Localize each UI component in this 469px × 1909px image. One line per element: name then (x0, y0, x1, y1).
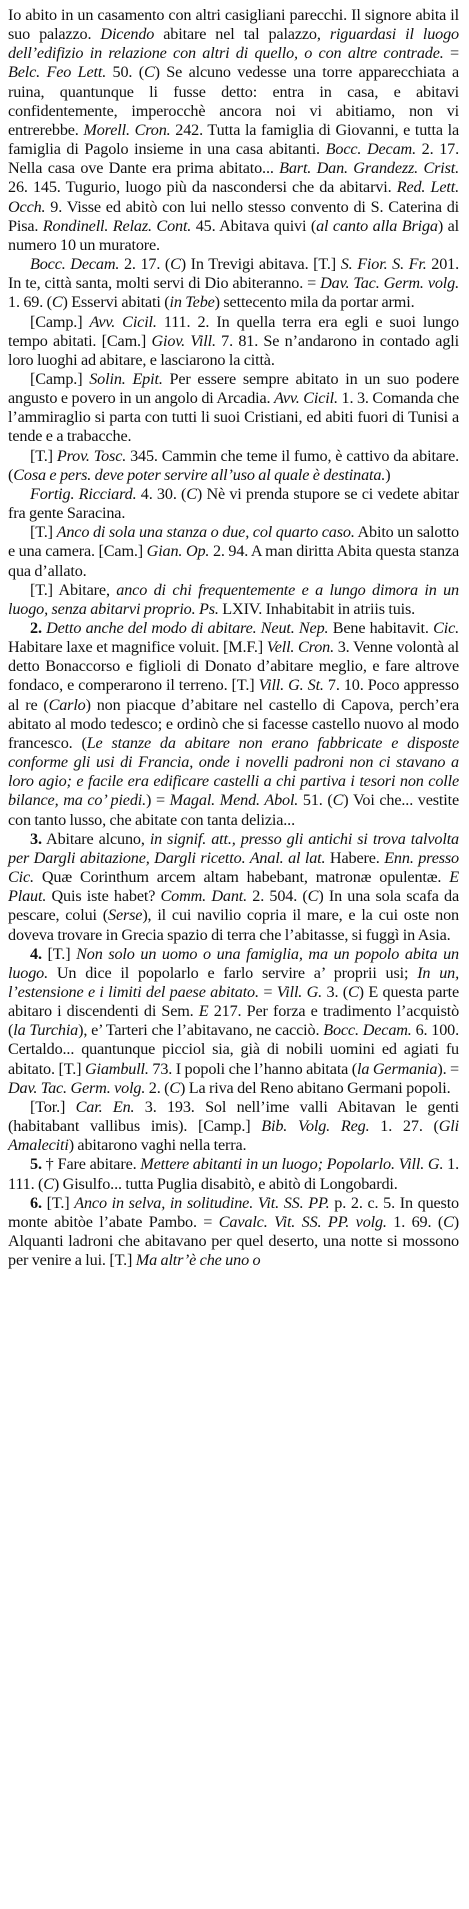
dictionary-entry-text (8, 6, 459, 1270)
entry-paragraph: 4. [T.] Non solo un uomo o una famiglia, ma un popolo abita un luogo. Un dice il popolarlo e farlo servire a’ proprii usi; In un, l’estensione e i limiti del paese abitato. = Vill. G. 3. (C) E questa parte abitaro i discendenti di Sem. E 217. Per forza e tradimento l’acquistò (la Turchia), e’ Tarteri che l’abitavano, ne cacciò. Bocc. Decam. 6. 100. Certaldo... quantunque picciol sia, già di nobili uomini ed agiati fu abitato. [T.] Giambull. 73. I popoli che l’hanno abitata (la Germania). = Dav. Tac. Germ. volg. 2. (C) La riva del Reno abitano Germani popoli. (8, 944, 460, 1097)
entry-paragraph: [T.] Anco di sola una stanza o due, col quarto caso. Abito un salotto e una camera. [Cam.] Gian. Op. 2. 94. A man diritta Abita questa stanza qua d’allato. (8, 523, 459, 580)
entry-paragraph: 6. [T.] Anco in selva, in solitudine. Vit. SS. PP. p. 2. c. 5. In questo monte abitòe l’abate Pambo. = Cavalc. Vit. SS. PP. volg. 1. 69. (C) Alquanti ladroni che abitavano per quel deserto, una notte si mossono per venire a lui. [T.] Ma altr’è che uno o (8, 1193, 460, 1270)
entry-paragraph: [Camp.] Avv. Cicil. 111. 2. In quella terra era egli e suoi lungo tempo abitati. [Cam.] Giov. Vill. 7. 81. Se n’andarono in contado agli loro luoghi ad abitare, e lasciarono la città. (8, 312, 459, 369)
entry-paragraph: [T.] Abitare, anco di chi frequentemente e a lungo dimora in un luogo, senza abitarvi proprio. Ps. LXIV. Inhabitabit in atriis tuis. (8, 580, 459, 618)
entry-paragraph: [Camp.] Solin. Epit. Per essere sempre abitato in un suo podere angusto e povero in un angolo di Arcadia. Avv. Cicil. 1. 3. Comanda che l’ammiraglio si parta con tutti li suoi Cristiani, ed abiti fuori di Tunisi a tende e a trabacche. (8, 369, 459, 446)
entry-paragraph: [Tor.] Car. En. 3. 193. Sol nell’ime valli Abitavan le genti (habitabant vallibus imis). [Camp.] Bib. Volg. Reg. 1. 27. (Gli Amaleciti) abitarono vaghi nella terra. (8, 1097, 460, 1155)
entry-paragraph: Bocc. Decam. 2. 17. (C) In Trevigi abitava. [T.] S. Fior. S. Fr. 201. In te, città santa, molti servi di Dio abiteranno. = Dav. Tac. Germ. volg. 1. 69. (C) Esservi abitati (in Tebe) settecento mila da portar armi. (8, 255, 459, 312)
entry-paragraph: 3. Abitare alcuno, in signif. att., presso gli antichi si trova talvolta per Dargli abitazione, Dargli ricetto. Anal. al lat. Habere. Enn. presso Cic. Quæ Corinthum arcem altam habebant, matronæ opulentæ. E Plaut. Quis iste habet? Comm. Dant. 2. 504. (C) In una sola scafa da pescare, colui (Serse), il cui navilio copria il mare, e la cui oste non doveva trovare in Grecia spazio di terra che l’abitasse, si fuggì in Asia. (8, 829, 459, 944)
entry-paragraph: 5. † Fare abitare. Mettere abitanti in un luogo; Popolarlo. Vill. G. 1. 111. (C) Gisulfo... tutta Puglia disabitò, e abitò di Longobardi. (8, 1155, 459, 1193)
entry-paragraph: Fortig. Ricciard. 4. 30. (C) Nè vi prenda stupore se ci vedete abitar fra gente Saracina. (8, 484, 459, 523)
entry-paragraph: Io abito in un casamento con altri casigliani parecchi. Il signore abita il suo palazzo. Dicendo abitare nel tal palazzo, riguardasi il luogo dell’edifizio in relazione con altri di quello, o con altre contrade. = Belc. Feo Lett. 50. (C) Se alcuno vedesse una torre apparecchiata a ruina, quantunque li fusse detto: entra in casa, e abitavi confidentemente, imperocchè ancora noi vi abitiamo, non vi entrerebbe. Morell. Cron. 242. Tutta la famiglia di Giovanni, e tutta la famiglia di Pagolo insieme in una casa abitanti. Bocc. Decam. 2. 17. Nella casa ove Dante era prima abitato... Bart. Dan. Grandezz. Crist. 26. 145. Tugurio, luogo più da nascondersi che da abitarvi. Red. Lett. Occh. 9. Visse ed abitò con lui nello stesso convento di S. Caterina di Pisa. Rondinell. Relaz. Cont. 45. Abitava quivi (al canto alla Briga) al numero 10 un muratore. (8, 6, 459, 254)
entry-paragraph: [T.] Prov. Tosc. 345. Cammin che teme il fumo, è cattivo da abitare. (Cosa e pers. deve poter servire all’uso al quale è destinata.) (8, 446, 459, 484)
entry-paragraph: 2. Detto anche del modo di abitare. Neut. Nep. Bene habitavit. Cic. Habitare laxe et magnifice voluit. [M.F.] Vell. Cron. 3. Venne volontà al detto Bonaccorso e figlioli di Donato d’abitare meglio, e fare altrove fondaco, e comperarono il terreno. [T.] Vill. G. St. 7. 10. Poco appresso al re (Carlo) non piacque d’abitare nel castello di Capova, perch’era abitato al modo tedesco; e ordinò che si facesse castello nuovo al modo francesco. (Le stanze da abitare non erano fabbricate e disposte conforme gli usi di Francia, onde i novelli padroni non ci stavano a loro agio; e facile era edificare castelli a chi partiva i tesori non colle bilance, ma co’ piedi.) = Magal. Mend. Abol. 51. (C) Voi che... vestite con tanto lusso, che abitate con tanta delizia... (8, 619, 460, 829)
